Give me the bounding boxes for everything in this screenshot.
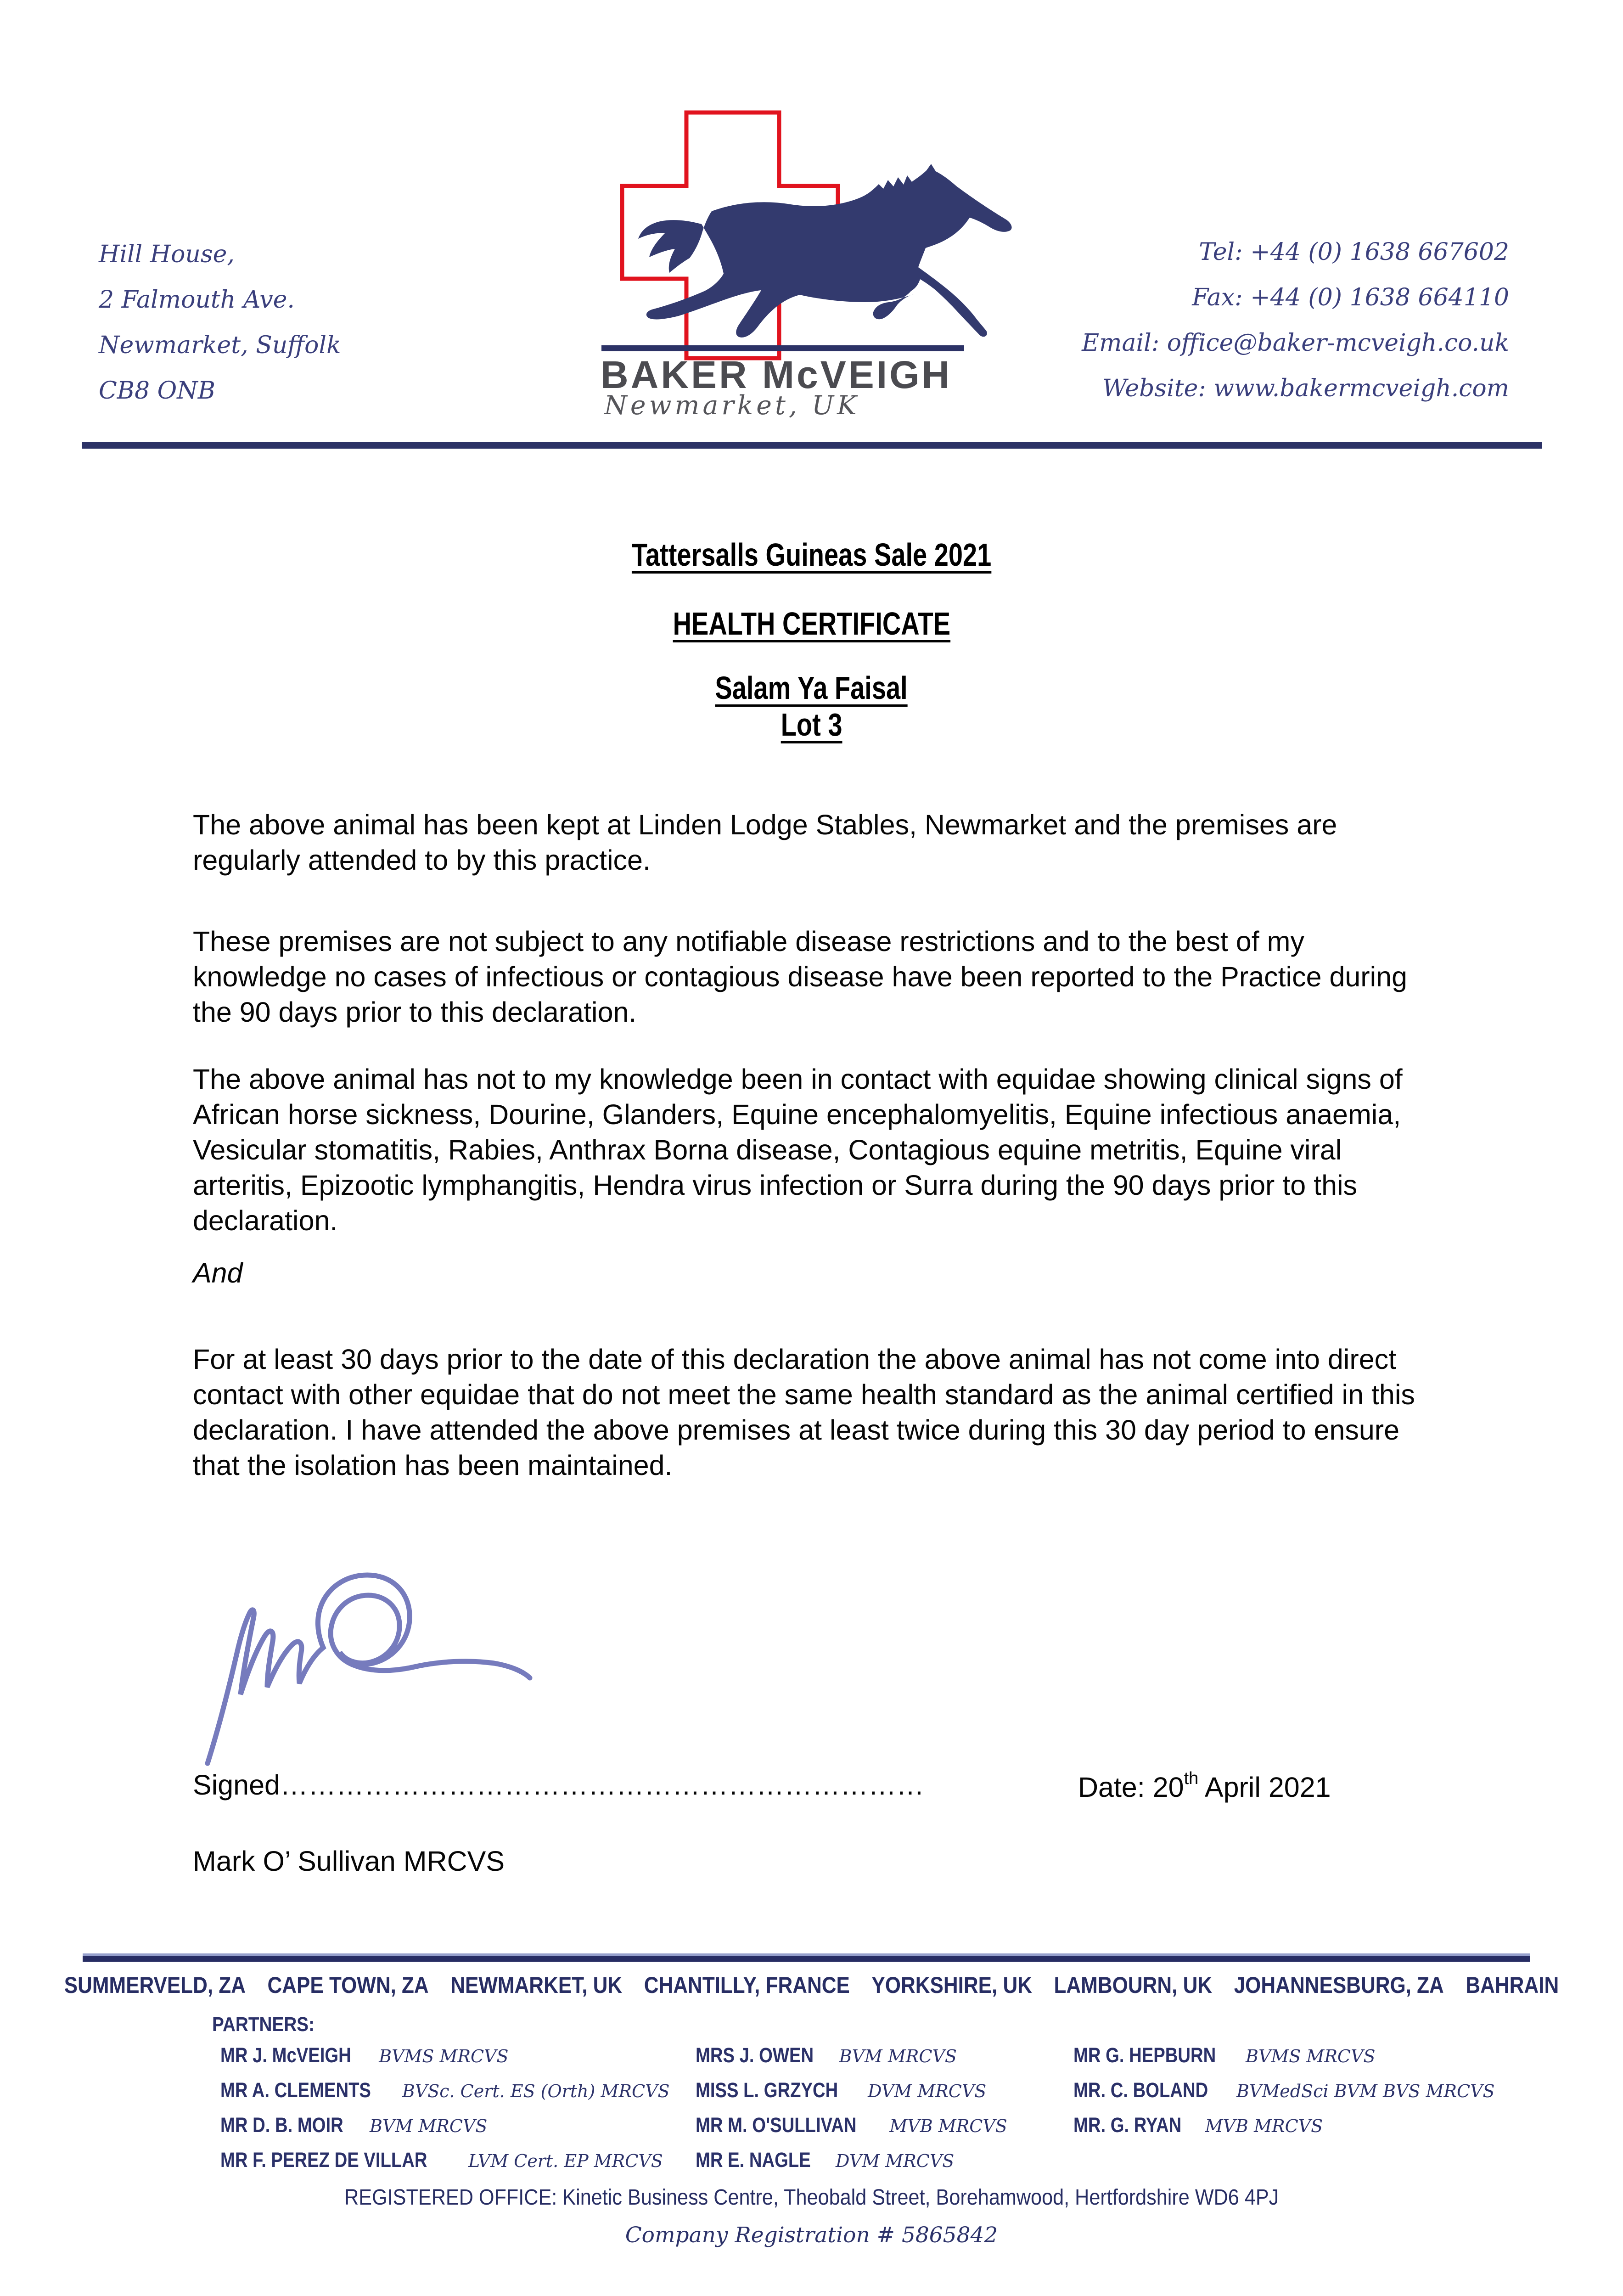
partner-row: MISS L. GRZYCH DVM MRCVS — [696, 2078, 987, 2102]
partner-row: MR M. O'SULLIVAN MVB MRCVS — [696, 2113, 1007, 2137]
contact-website: Website: www.bakermcveigh.com — [1102, 375, 1509, 402]
registered-office: REGISTERED OFFICE: Kinetic Business Centre, Theobald Street, Borehamwood, Hertfordshire WD6 4PJ — [344, 2185, 1279, 2210]
company-registration: Company Registration # 5865842 — [625, 2223, 998, 2248]
address-line: Newmarket, Suffolk — [99, 332, 341, 359]
paragraph-kept-at: The above animal has been kept at Linden Lodge Stables, Newmarket and the premises are regularly attended to by this practice. — [193, 809, 1337, 876]
header-divider — [82, 442, 1542, 449]
signed-label: Signed — [193, 1769, 280, 1801]
practice-contact — [1082, 230, 1509, 411]
baker-mcveigh-logo-icon — [620, 108, 1024, 365]
location-item: BAHRAIN — [1466, 1972, 1559, 1998]
location-item: CHANTILLY, FRANCE — [644, 1972, 850, 1998]
office-locations — [64, 1972, 1559, 1998]
date-ordinal: th — [1184, 1769, 1199, 1788]
partner-row: MRS J. OWEN BVM MRCVS — [696, 2043, 957, 2067]
paragraph-and: And — [193, 1257, 243, 1289]
signature-ink — [184, 1551, 551, 1781]
location-item: CAPE TOWN, ZA — [267, 1972, 429, 1998]
date-line: Date: 20th April 2021 — [1078, 1769, 1331, 1803]
paragraph-isolation: For at least 30 days prior to the date of this declaration the above animal has not come into direct contact with other equidae that do not meet the same health standard as the animal certified in this declaration. I have attended the above premises at least twice during this 30 day period to ensure that the isolation has been maintained. — [193, 1344, 1415, 1481]
partner-row: MR. G. RYAN MVB MRCVS — [1073, 2113, 1323, 2137]
partners-label: PARTNERS: — [212, 2013, 315, 2036]
location-item: JOHANNESBURG, ZA — [1234, 1972, 1444, 1998]
partner-row: MR G. HEPBURN BVMS MRCVS — [1073, 2043, 1376, 2067]
partner-row: MR. C. BOLAND BVMedSci BVM BVS MRCVS — [1073, 2078, 1495, 2102]
practice-address — [99, 232, 341, 414]
footer-divider — [83, 1953, 1530, 1962]
partner-row: MR D. B. MOIR BVM MRCVS — [220, 2113, 488, 2137]
location-item: LAMBOURN, UK — [1054, 1972, 1213, 1998]
signatory-name: Mark O’ Sullivan MRCVS — [193, 1846, 505, 1877]
signed-line — [193, 1769, 924, 1801]
certificate-title: HEALTH CERTIFICATE — [673, 606, 950, 642]
contact-email: Email: office@baker-mcveigh.co.uk — [1082, 329, 1509, 357]
sale-title: Tattersalls Guineas Sale 2021 — [631, 537, 992, 573]
horse-name-title: Salam Ya Faisal — [715, 670, 908, 706]
logo-subtitle: Newmarket, UK — [604, 390, 860, 421]
paragraph-diseases: The above animal has not to my knowledge been in contact with equidae showing clinical signs of African horse sickness, Dourine, Glanders, Equine encephalomyelitis, Equine infectious anaemia, Vesicular stomatitis, Rabies, Anthrax Borna disease, Contagious equine metritis, Equine viral arteritis, Epizootic lymphangitis, Hendra virus infection or Surra during the 90 days prior to this declaration. — [193, 1064, 1403, 1236]
lot-title: Lot 3 — [781, 707, 842, 743]
location-item: YORKSHIRE, UK — [871, 1972, 1033, 1998]
logo-divider — [601, 345, 964, 351]
partner-row: MR A. CLEMENTS BVSc. Cert. ES (Orth) MRCVS — [220, 2078, 670, 2102]
contact-fax: Fax: +44 (0) 1638 664110 — [1192, 284, 1509, 311]
address-line: CB8 ONB — [99, 377, 215, 405]
signed-dots: …………………………………………………………… — [280, 1769, 924, 1801]
partner-row: MR E. NAGLE DVM MRCVS — [696, 2148, 955, 2172]
address-line: 2 Falmouth Ave. — [99, 286, 295, 314]
partners-column-2 — [696, 2038, 1007, 2178]
location-item: SUMMERVELD, ZA — [64, 1972, 246, 1998]
paragraph-premises: These premises are not subject to any notifiable disease restrictions and to the best of my knowledge no cases of infectious or contagious disease have been reported to the Practice during the 90 days prior to this declaration. — [193, 926, 1408, 1028]
logo-wordmark: BAKER McVEIGH — [601, 353, 952, 396]
partners-column-3 — [1073, 2038, 1495, 2143]
location-item: NEWMARKET, UK — [450, 1972, 623, 1998]
contact-tel: Tel: +44 (0) 1638 667602 — [1199, 238, 1509, 266]
partner-row: MR J. McVEIGH BVMS MRCVS — [220, 2043, 509, 2067]
partner-row: MR F. PEREZ DE VILLAR LVM Cert. EP MRCVS — [220, 2148, 663, 2172]
partners-column-1 — [220, 2038, 670, 2178]
address-line: Hill House, — [99, 241, 235, 268]
